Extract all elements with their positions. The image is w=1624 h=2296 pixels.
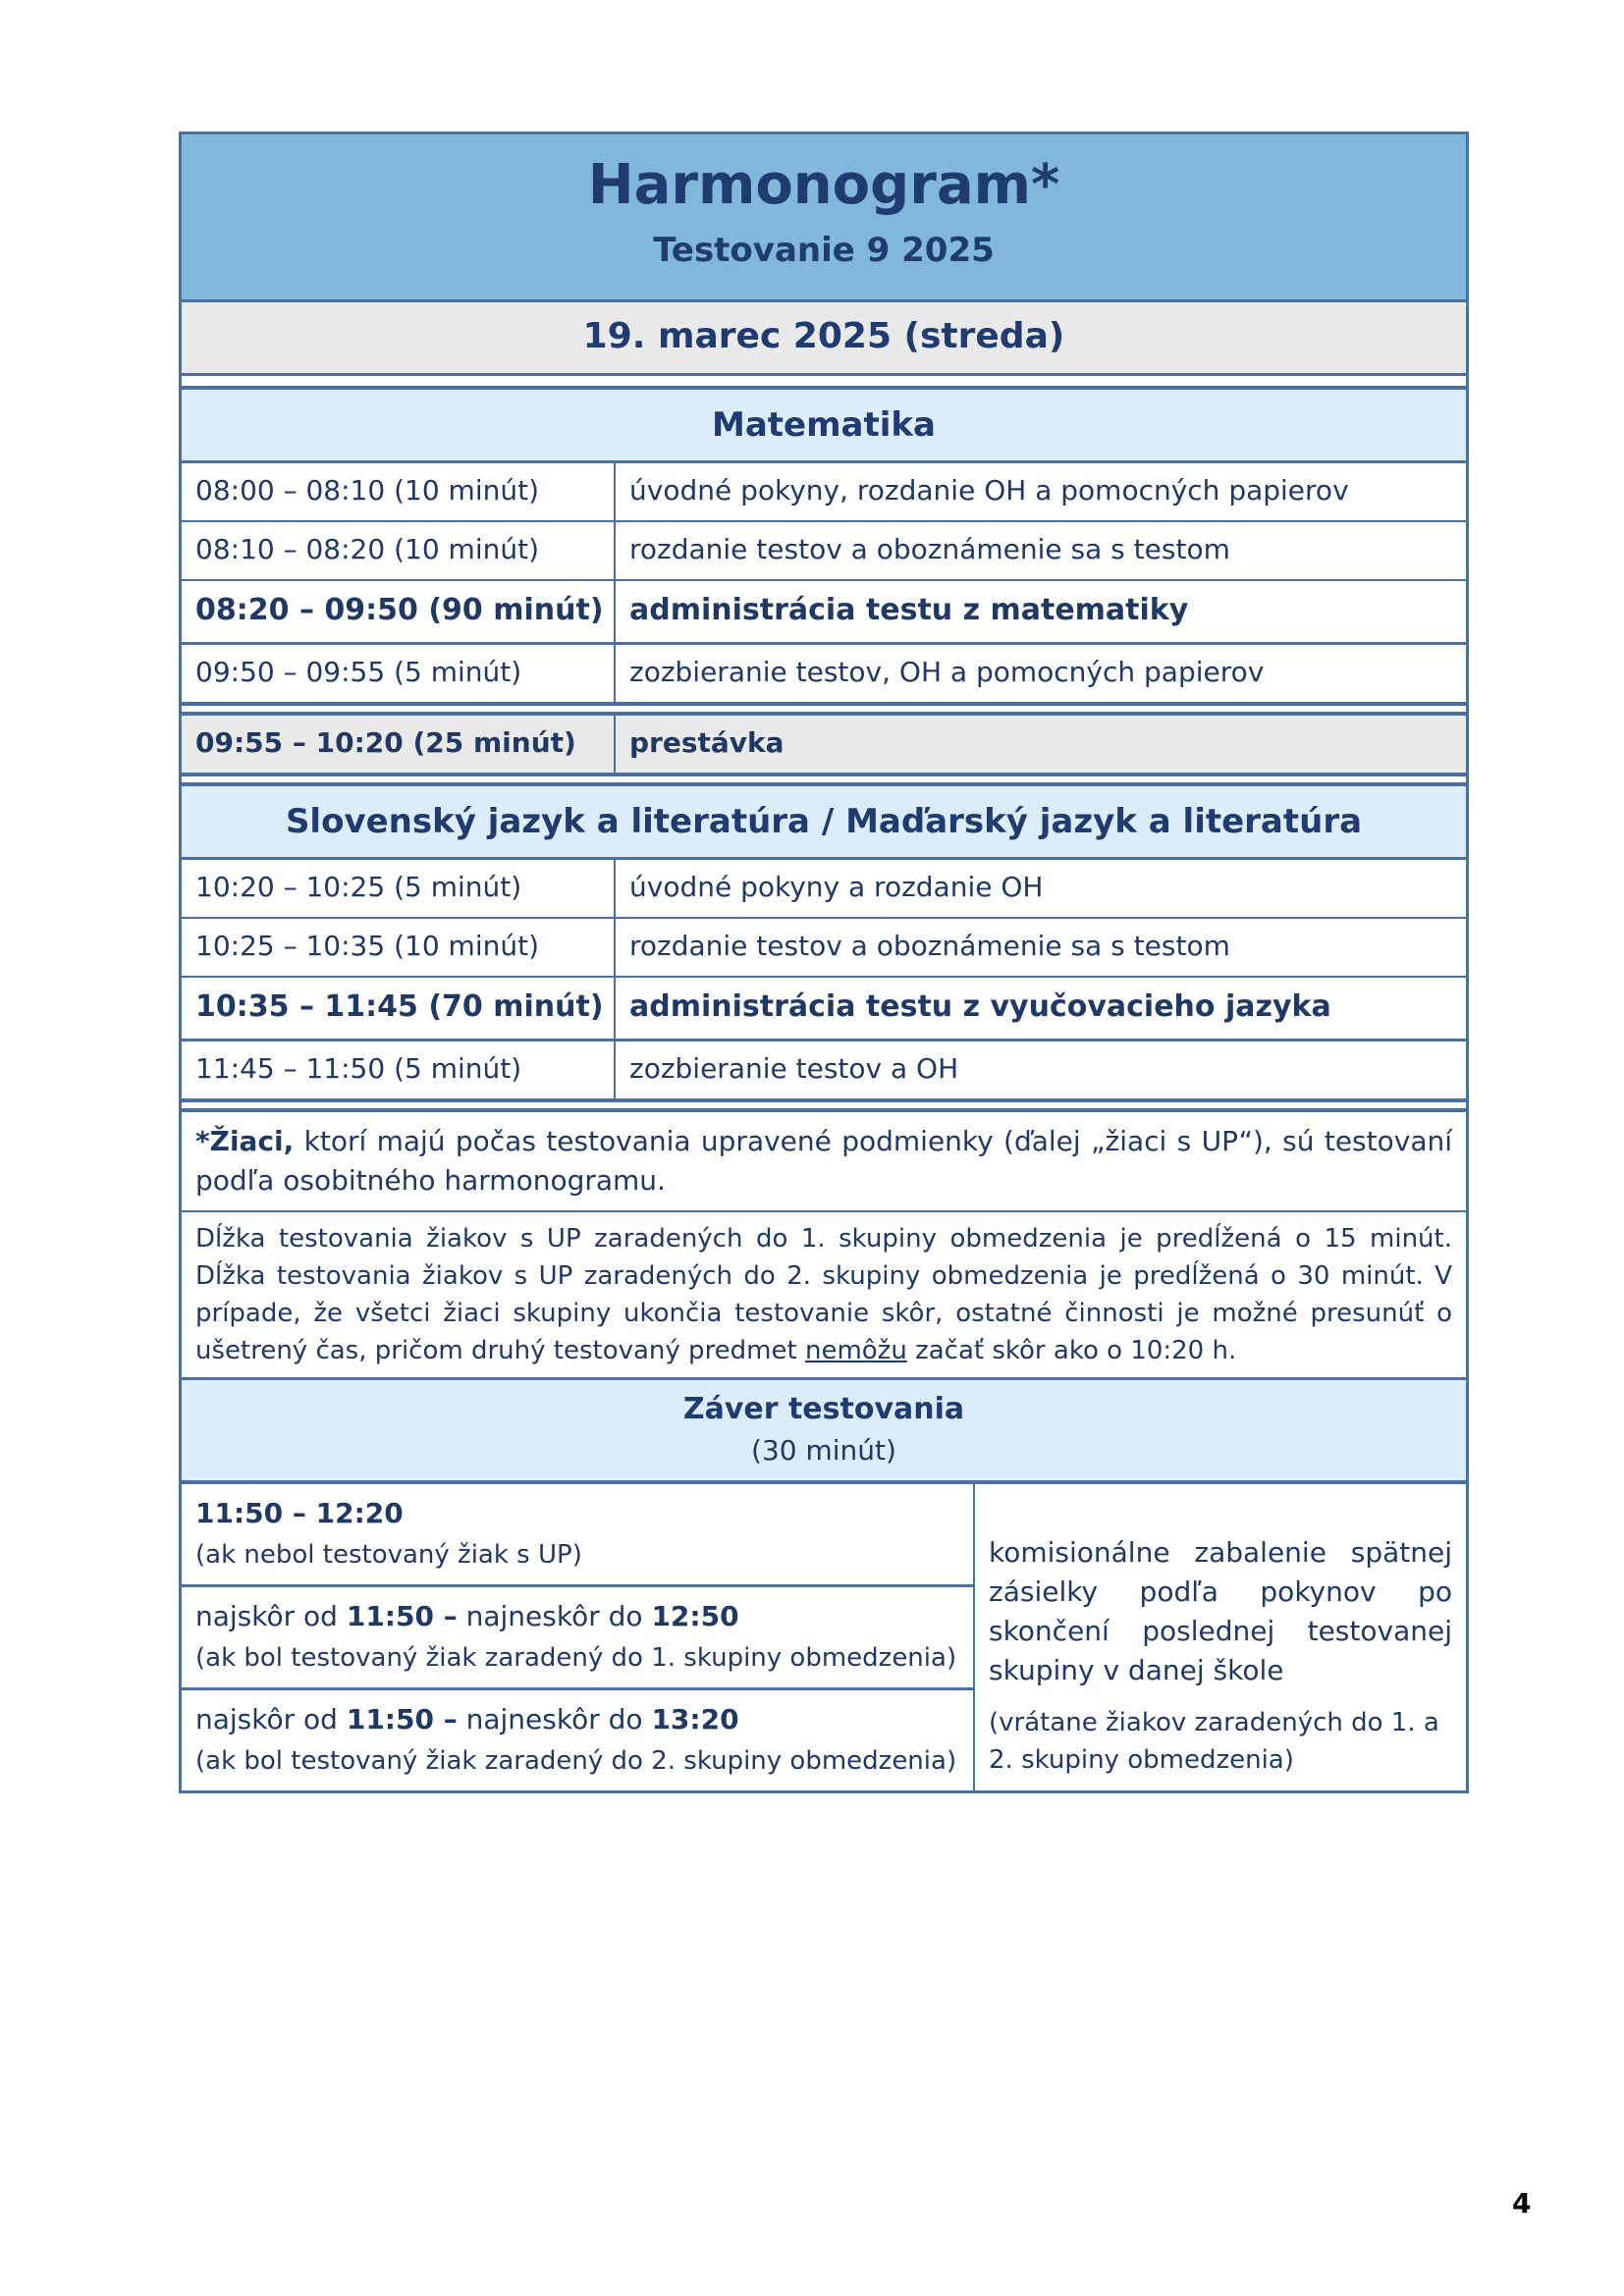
divider [182, 376, 1466, 390]
ending-to: 13:20 [651, 1703, 739, 1735]
table-row [182, 860, 1466, 919]
activity-cell: rozdanie testov a oboznámenie sa s testom [629, 533, 1230, 565]
activity-cell: administrácia testu z matematiky [629, 593, 1189, 627]
section-heading-math: Matematika [182, 390, 1466, 463]
activity-cell: zozbieranie testov, OH a pomocných papierov [629, 656, 1265, 688]
time-cell: 10:35 – 11:45 (70 minút) [182, 978, 616, 1039]
divider [182, 776, 1466, 786]
time-cell: 10:20 – 10:25 (5 minút) [182, 860, 616, 917]
ending-table [182, 1484, 1466, 1790]
break-row [182, 716, 1466, 776]
time-cell: 08:00 – 08:10 (10 minút) [182, 463, 616, 520]
duration-note-underlined: nemôžu [804, 1336, 907, 1365]
ending-time [195, 1595, 959, 1638]
ending-times [182, 1484, 975, 1790]
divider [182, 1102, 1466, 1112]
ending-from: 11:50 – [346, 1600, 458, 1632]
schedule-document [179, 132, 1469, 1793]
table-row [182, 919, 1466, 978]
ending-activity [975, 1484, 1466, 1790]
ending-to: 12:50 [651, 1600, 739, 1632]
students-note-bold: *Žiaci, [195, 1125, 295, 1157]
table-row [182, 522, 1466, 581]
ending-time [195, 1698, 959, 1741]
duration-note [182, 1212, 1466, 1380]
ending-prefix: najskôr od [195, 1600, 347, 1632]
activity-cell: úvodné pokyny, rozdanie OH a pomocných papierov [629, 474, 1349, 507]
students-note [182, 1112, 1466, 1212]
ending-condition: (ak bol testovaný žiak zaradený do 1. skupiny obmedzenia) [195, 1643, 957, 1673]
header-banner [182, 134, 1466, 302]
ending-duration: (30 minút) [751, 1434, 896, 1467]
document-title: Harmonogram* [587, 153, 1060, 217]
time-cell: 10:25 – 10:35 (10 minút) [182, 919, 616, 976]
students-note-text: ktorí majú počas testovania upravené podmienky (ďalej „žiaci s UP“), sú testovaní podľa osobitného harmonogramu. [195, 1125, 1452, 1197]
ending-mid: najneskôr do [457, 1703, 652, 1735]
ending-heading [182, 1380, 1466, 1484]
activity-cell: administrácia testu z vyučovacieho jazyka [629, 989, 1331, 1024]
divider [182, 706, 1466, 716]
page-number: 4 [1512, 2187, 1532, 2219]
table-row [182, 463, 1466, 522]
table-row [182, 978, 1466, 1041]
ending-mid: najneskôr do [457, 1600, 652, 1632]
ending-time-range: 11:50 – 12:20 [195, 1497, 404, 1529]
activity-cell: úvodné pokyny a rozdanie OH [629, 871, 1044, 903]
ending-from: 11:50 – [346, 1703, 458, 1735]
activity-cell: zozbieranie testov a OH [629, 1052, 959, 1085]
ending-item [182, 1690, 973, 1790]
table-row [182, 581, 1466, 645]
duration-note-end: začať skôr ako o 10:20 h. [906, 1336, 1237, 1365]
time-cell: 09:50 – 09:55 (5 minút) [182, 645, 616, 702]
ending-activity-text: komisionálne zabalenie spätnej zásielky podľa pokynov po skončení poslednej testovanej skupiny v danej škole [989, 1536, 1452, 1686]
ending-time [195, 1492, 959, 1535]
ending-condition: (ak nebol testovaný žiak s UP) [195, 1540, 582, 1570]
duration-note-text: Dĺžka testovania žiakov s UP zaradených do 1. skupiny obmedzenia je predĺžená o 15 minút. Dĺžka testovania žiakov s UP zaradených do 2. skupiny obmedzenia je predĺžená o 30 minút. V prípade, že všetci žiaci skupiny ukončia testovanie skôr, ostatné činnosti je možné presunúť o ušetrený čas, pričom druhý testovaný predmet [195, 1224, 1452, 1365]
ending-item [182, 1587, 973, 1690]
document-subtitle: Testovanie 9 2025 [653, 231, 995, 270]
time-cell: 08:10 – 08:20 (10 minút) [182, 522, 616, 579]
activity-cell: prestávka [629, 726, 785, 759]
activity-cell: rozdanie testov a oboznámenie sa s testom [629, 930, 1230, 962]
section-heading-language: Slovenský jazyk a literatúra / Maďarský jazyk a literatúra [182, 786, 1466, 860]
time-cell: 11:45 – 11:50 (5 minút) [182, 1041, 616, 1098]
ending-item [182, 1484, 973, 1587]
ending-title: Záver testovania [682, 1392, 965, 1426]
time-cell: 09:55 – 10:20 (25 minút) [182, 716, 616, 773]
table-row [182, 645, 1466, 706]
test-date: 19. marec 2025 (streda) [182, 302, 1466, 376]
ending-prefix: najskôr od [195, 1703, 347, 1735]
table-row [182, 1041, 1466, 1102]
time-cell: 08:20 – 09:50 (90 minút) [182, 581, 616, 642]
ending-condition: (ak bol testovaný žiak zaradený do 2. skupiny obmedzenia) [195, 1746, 957, 1776]
ending-activity-note: (vrátane žiakov zaradených do 1. a 2. skupiny obmedzenia) [989, 1708, 1439, 1775]
